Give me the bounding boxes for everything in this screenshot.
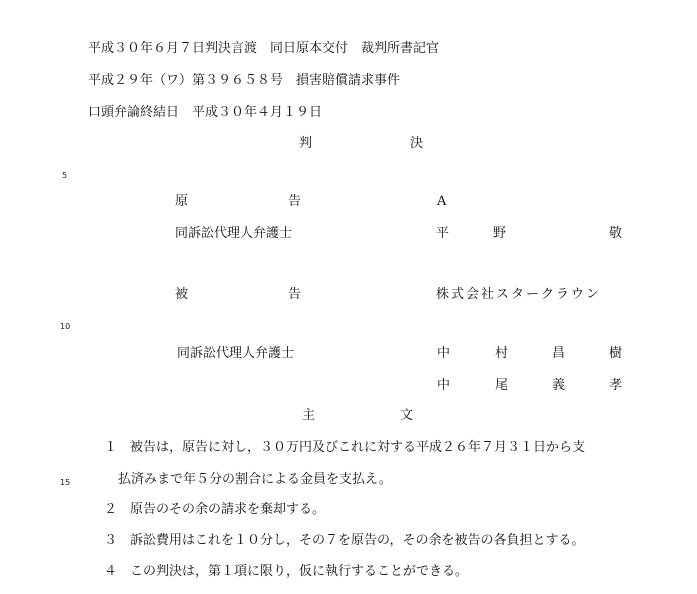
line-number-10: 10 bbox=[60, 322, 71, 331]
defendant-attorney-name2-char-2: 尾 bbox=[495, 378, 509, 393]
main-text-item-3: ３ 訴訟費用はこれを１０分し，その７を原告の，その余を被告の各負担とする。 bbox=[104, 533, 585, 548]
plaintiff-attorney-name-char-2: 野 bbox=[493, 226, 507, 241]
defendant-attorney-name1-char-4: 樹 bbox=[609, 346, 623, 361]
defendant-attorney-name2-char-4: 孝 bbox=[609, 378, 623, 393]
main-text-item-1-line-2: 払済みまで年５分の割合による金員を支払え。 bbox=[118, 472, 392, 487]
plaintiff-attorney-name-char-1: 平 bbox=[436, 226, 450, 241]
defendant-label-char-1: 被 bbox=[175, 287, 189, 302]
main-text-item-2: ２ 原告のその余の請求を棄却する。 bbox=[104, 502, 326, 517]
plaintiff-attorney-name-char-3: 敬 bbox=[609, 226, 623, 241]
defendant-attorney-label: 同訴訟代理人弁護士 bbox=[177, 346, 295, 361]
defendant-attorney-name2-char-1: 中 bbox=[437, 378, 451, 393]
judgment-title-char-2: 決 bbox=[410, 136, 424, 151]
header-line-3: 口頭弁論終結日 平成３０年４月１９日 bbox=[88, 105, 323, 120]
plaintiff-attorney-label: 同訴訟代理人弁護士 bbox=[175, 226, 293, 241]
judgment-title-char-1: 判 bbox=[299, 136, 313, 151]
defendant-label-char-2: 告 bbox=[288, 287, 302, 302]
main-text-item-1-line-1: １ 被告は，原告に対し，３０万円及びこれに対する平成２６年７月３１日から支 bbox=[104, 440, 586, 455]
line-number-5: 5 bbox=[62, 171, 68, 180]
line-number-15: 15 bbox=[60, 478, 71, 487]
defendant-attorney-name1-char-1: 中 bbox=[437, 346, 451, 361]
defendant-attorney-name2-char-3: 義 bbox=[552, 378, 566, 393]
defendant-name: 株式会社スタークラウン bbox=[436, 287, 602, 302]
main-text-item-4: ４ この判決は，第１項に限り，仮に執行することができる。 bbox=[104, 564, 469, 579]
header-line-2: 平成２９年（ワ）第３９６５８号 損害賠償請求事件 bbox=[88, 73, 401, 88]
defendant-attorney-name1-char-2: 村 bbox=[495, 346, 509, 361]
plaintiff-name: A bbox=[437, 194, 447, 209]
header-line-1: 平成３０年６月７日判決言渡 同日原本交付 裁判所書記官 bbox=[88, 41, 440, 56]
main-text-title-char-1: 主 bbox=[302, 408, 316, 423]
plaintiff-label-char-1: 原 bbox=[175, 194, 189, 209]
defendant-attorney-name1-char-3: 昌 bbox=[552, 346, 566, 361]
plaintiff-label-char-2: 告 bbox=[288, 194, 302, 209]
main-text-title-char-2: 文 bbox=[400, 408, 414, 423]
